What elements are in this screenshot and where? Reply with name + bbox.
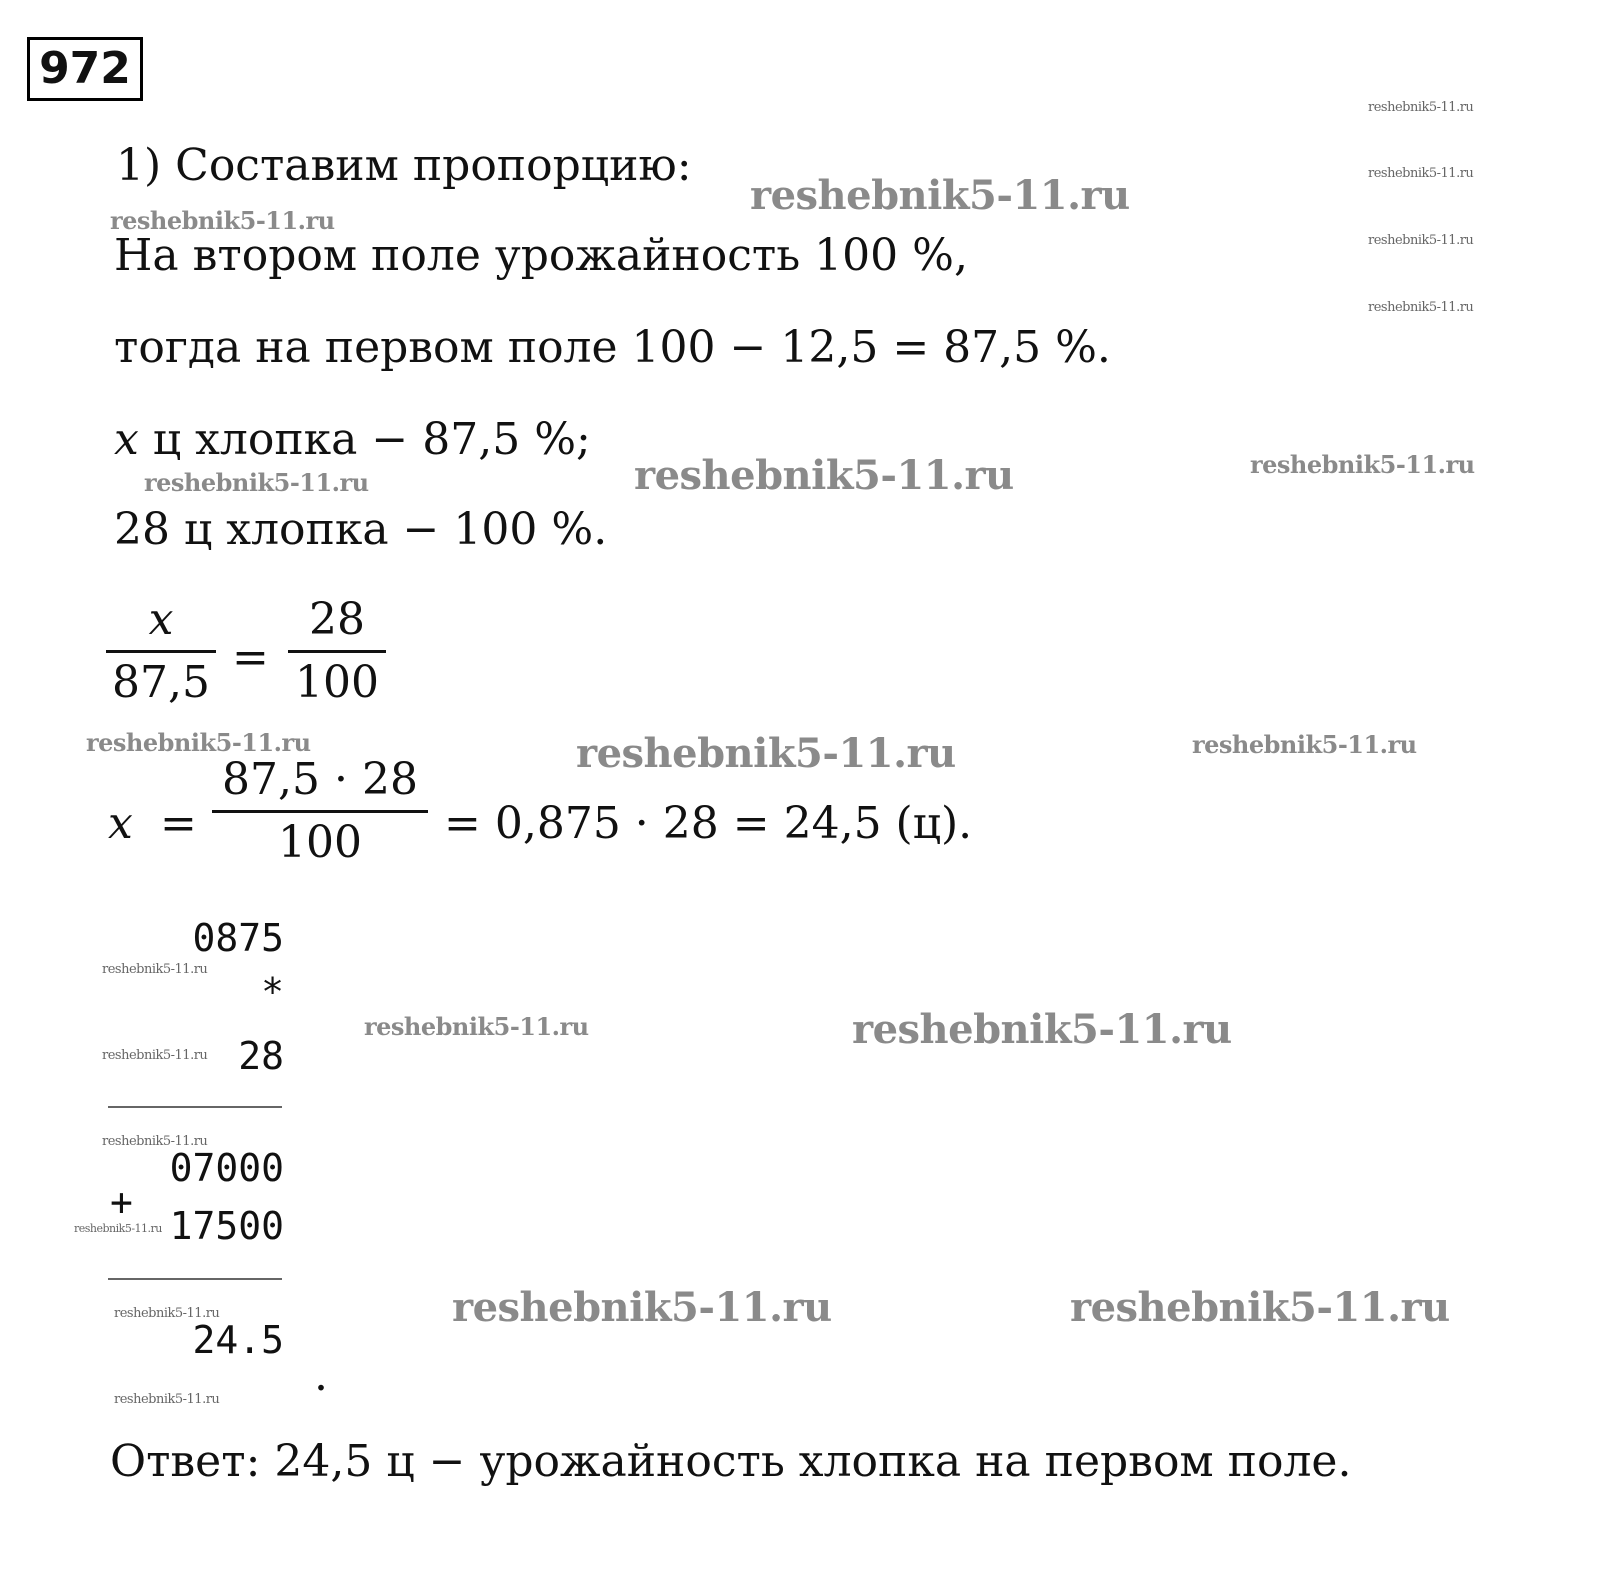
watermark: reshebnik5-11.ru bbox=[144, 468, 369, 497]
proportion-right-denominator: 100 bbox=[295, 657, 379, 708]
watermark: reshebnik5-11.ru bbox=[1368, 233, 1474, 248]
watermark: reshebnik5-11.ru bbox=[102, 1048, 208, 1063]
answer-line: Ответ: 24,5 ц − урожайность хлопка на первом поле. bbox=[110, 1436, 1352, 1487]
solution-x bbox=[108, 798, 133, 850]
solution-fraction bbox=[212, 754, 428, 869]
solution-numerator: 87,5 · 28 bbox=[222, 754, 418, 805]
proportion-left-numerator: x bbox=[148, 594, 174, 645]
column-multiplicand: 0875 bbox=[192, 916, 284, 960]
watermark: reshebnik5-11.ru bbox=[1368, 300, 1474, 315]
column-multiply-sign: * bbox=[261, 970, 284, 1014]
column-divider bbox=[108, 1278, 282, 1280]
column-divider bbox=[108, 1106, 282, 1108]
fraction-bar bbox=[212, 810, 428, 813]
task-number: 972 bbox=[27, 37, 143, 101]
column-plus-sign: + bbox=[110, 1180, 133, 1224]
watermark: reshebnik5-11.ru bbox=[102, 962, 208, 977]
column-partial-1: 07000 bbox=[169, 1146, 284, 1190]
fraction-bar bbox=[106, 650, 216, 653]
column-multiplier: 28 bbox=[238, 1034, 284, 1078]
proportion-left-fraction bbox=[106, 594, 216, 709]
proportion-right-fraction bbox=[288, 594, 386, 709]
watermark: reshebnik5-11.ru bbox=[102, 1134, 208, 1149]
column-end-dot: . bbox=[314, 1350, 328, 1401]
watermark: reshebnik5-11.ru bbox=[576, 730, 956, 777]
x-variable: x bbox=[114, 414, 139, 465]
column-partial-2: 17500 bbox=[169, 1204, 284, 1248]
watermark: reshebnik5-11.ru bbox=[1368, 166, 1474, 181]
column-result: 24.5 bbox=[192, 1318, 284, 1362]
cotton-28-line: 28 ц хлопка − 100 %. bbox=[114, 504, 608, 555]
proportion-equals: = bbox=[232, 632, 269, 683]
proportion-right-numerator: 28 bbox=[309, 594, 365, 645]
watermark: reshebnik5-11.ru bbox=[110, 206, 335, 235]
watermark: reshebnik5-11.ru bbox=[634, 452, 1014, 499]
proportion-left-denominator: 87,5 bbox=[112, 657, 210, 708]
watermark: reshebnik5-11.ru bbox=[114, 1306, 220, 1321]
watermark: reshebnik5-11.ru bbox=[364, 1012, 589, 1041]
solution-equals: = bbox=[160, 798, 197, 849]
watermark: reshebnik5-11.ru bbox=[1368, 100, 1474, 115]
watermark: reshebnik5-11.ru bbox=[86, 728, 311, 757]
watermark: reshebnik5-11.ru bbox=[114, 1392, 220, 1407]
watermark: reshebnik5-11.ru bbox=[1192, 730, 1417, 759]
watermark: reshebnik5-11.ru bbox=[1070, 1284, 1450, 1331]
watermark: reshebnik5-11.ru bbox=[1250, 450, 1475, 479]
x-cotton-line bbox=[114, 414, 591, 466]
watermark: reshebnik5-11.ru bbox=[750, 172, 1130, 219]
step-heading: 1) Составим пропорцию: bbox=[116, 140, 692, 191]
solution-result: = 0,875 · 28 = 24,5 (ц). bbox=[444, 798, 973, 849]
watermark: reshebnik5-11.ru bbox=[74, 1222, 162, 1235]
second-field-line: На втором поле урожайность 100 %, bbox=[114, 230, 968, 281]
fraction-bar bbox=[288, 650, 386, 653]
x-cotton-text: ц хлопка − 87,5 %; bbox=[138, 414, 591, 465]
solution-x-variable: x bbox=[108, 798, 133, 849]
first-field-line: тогда на первом поле 100 − 12,5 = 87,5 %. bbox=[114, 322, 1111, 373]
solution-denominator: 100 bbox=[278, 817, 362, 868]
watermark: reshebnik5-11.ru bbox=[852, 1006, 1232, 1053]
watermark: reshebnik5-11.ru bbox=[452, 1284, 832, 1331]
